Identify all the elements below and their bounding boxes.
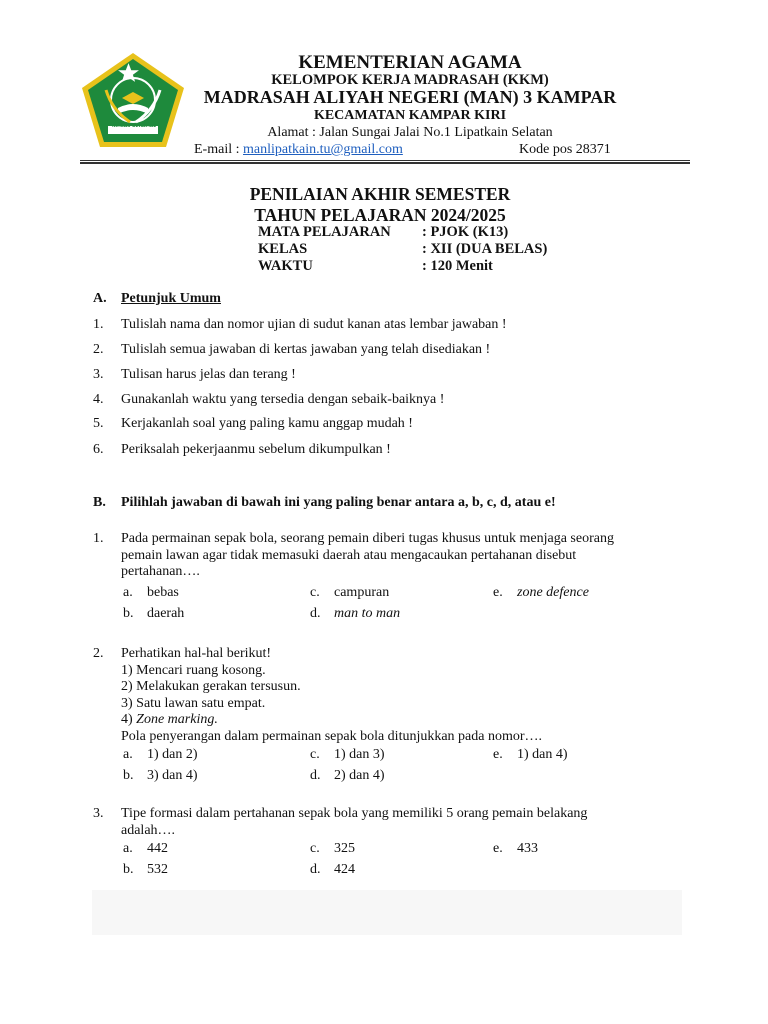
question-line: Pada permainan sepak bola, seorang pemain diberi tugas khusus untuk menjaga seorang [121, 531, 614, 546]
instruction-number: 6. [93, 442, 104, 457]
option-letter: b. [123, 862, 134, 877]
question-line: 2) Melakukan gerakan tersusun. [121, 679, 301, 694]
option-letter: d. [310, 768, 321, 783]
option-text: man to man [334, 606, 401, 621]
info-value: : PJOK (K13) [422, 224, 509, 240]
option-text: 1) dan 3) [334, 747, 385, 762]
option-b[interactable] [123, 768, 198, 784]
option-letter: a. [123, 747, 133, 762]
option-letter: c. [310, 585, 320, 600]
question-number: 2. [93, 646, 104, 661]
question-line: pertahanan…. [121, 564, 200, 579]
option-e[interactable] [493, 747, 568, 763]
section-b-letter: B. [93, 495, 106, 510]
question-number: 1. [93, 531, 104, 546]
option-text: 3) dan 4) [147, 768, 198, 783]
option-b[interactable] [123, 606, 184, 622]
question-line-italic: Zone marking. [136, 712, 218, 727]
page-shade [92, 890, 682, 935]
instruction-number: 3. [93, 367, 104, 382]
question-line: Perhatikan hal-hal berikut! [121, 646, 272, 661]
option-letter: e. [493, 585, 503, 600]
section-b-title: Pilihlah jawaban di bawah ini yang paling benar antara a, b, c, d, atau e! [121, 495, 556, 510]
question-3-text [121, 806, 681, 839]
question-line: pemain lawan agar tidak memasuki daerah atau mengacaukan pertahanan disebut [121, 547, 577, 563]
option-c[interactable] [310, 841, 355, 857]
info-value: : XII (DUA BELAS) [422, 241, 548, 257]
instruction-number: 5. [93, 416, 104, 431]
instruction-number: 2. [93, 342, 104, 357]
question-line: 3) Satu lawan satu empat. [121, 695, 266, 711]
question-1-text [121, 531, 681, 581]
option-text: 424 [334, 862, 355, 877]
info-label: MATA PELAJARAN [258, 224, 391, 240]
option-d[interactable] [310, 768, 385, 784]
option-letter: c. [310, 841, 320, 856]
info-time [258, 258, 493, 275]
exam-title: PENILAIAN AKHIR SEMESTER [249, 184, 511, 204]
question-line-number: 4) [121, 712, 137, 727]
info-value: : 120 Menit [422, 258, 493, 274]
option-b[interactable] [123, 862, 168, 878]
ministry-emblem-icon [78, 50, 188, 150]
option-letter: b. [123, 606, 134, 621]
instruction-text: Gunakanlah waktu yang tersedia dengan sebaik-baiknya ! [121, 392, 445, 407]
section-a-letter: A. [93, 291, 107, 306]
option-text: daerah [147, 606, 185, 621]
instruction-text: Kerjakanlah soal yang paling kamu anggap mudah ! [121, 416, 413, 431]
option-text: 325 [334, 841, 355, 856]
option-d[interactable] [310, 862, 355, 878]
question-2-text [121, 646, 681, 745]
logo-motto: IKHLAS BERAMAL [112, 124, 156, 129]
instruction-text: Tulislah nama dan nomor ujian di sudut kanan atas lembar jawaban ! [121, 317, 507, 332]
option-letter: d. [310, 862, 321, 877]
instruction-number: 1. [93, 317, 104, 332]
school-name: MADRASAH ALIYAH NEGERI (MAN) 3 KAMPAR [203, 87, 617, 107]
info-subject [258, 224, 509, 241]
instruction-text: Tulisan harus jelas dan terang ! [121, 367, 296, 382]
option-text: campuran [334, 585, 390, 600]
section-a-title: Petunjuk Umum [121, 291, 221, 306]
exam-year: TAHUN PELAJARAN 2024/2025 [254, 205, 506, 225]
question-line: 1) Mencari ruang kosong. [121, 662, 266, 678]
instruction-text: Periksalah pekerjaanmu sebelum dikumpulkan ! [121, 442, 391, 457]
option-letter: e. [493, 747, 503, 762]
question-line [121, 712, 681, 729]
header-rule-thick [80, 162, 690, 164]
option-c[interactable] [310, 747, 385, 763]
header-rule [80, 160, 690, 161]
ministry-name: KEMENTERIAN AGAMA [298, 52, 522, 73]
email-label: E-mail : [194, 142, 240, 157]
option-text: 2) dan 4) [334, 768, 385, 783]
question-line: Tipe formasi dalam pertahanan sepak bola yang memiliki 5 orang pemain belakang [121, 806, 588, 821]
option-text: 433 [517, 841, 538, 856]
option-text: 532 [147, 862, 168, 877]
option-text: zone defence [517, 585, 589, 600]
email-link[interactable]: manlipatkain.tu@gmail.com [243, 142, 403, 157]
info-label: WAKTU [258, 258, 313, 274]
postal-code: Kode pos 28371 [519, 142, 611, 157]
option-a[interactable] [123, 841, 168, 857]
option-letter: d. [310, 606, 321, 621]
district-name: KECAMATAN KAMPAR KIRI [313, 108, 507, 123]
instruction-number: 4. [93, 392, 104, 407]
option-e[interactable] [493, 841, 538, 857]
school-address: Alamat : Jalan Sungai Jalai No.1 Lipatkain Selatan [267, 125, 553, 140]
instruction-text: Tulislah semua jawaban di kertas jawaban yang telah disediakan ! [121, 342, 491, 357]
info-class [258, 241, 548, 258]
option-a[interactable] [123, 585, 179, 601]
option-text: bebas [147, 585, 179, 600]
option-letter: b. [123, 768, 134, 783]
option-letter: a. [123, 841, 133, 856]
group-name: KELOMPOK KERJA MADRASAH (KKM) [271, 72, 549, 88]
option-c[interactable] [310, 585, 389, 601]
ministry-logo [78, 50, 188, 150]
option-a[interactable] [123, 747, 198, 763]
option-text: 442 [147, 841, 168, 856]
option-d[interactable] [310, 606, 400, 622]
option-letter: a. [123, 585, 133, 600]
question-line: Pola penyerangan dalam permainan sepak bola ditunjukkan pada nomor…. [121, 728, 543, 744]
option-text: 1) dan 4) [517, 747, 568, 762]
option-e[interactable] [493, 585, 589, 601]
info-label: KELAS [258, 241, 308, 257]
contact-row [194, 142, 630, 158]
question-number: 3. [93, 806, 104, 821]
option-letter: c. [310, 747, 320, 762]
question-line: adalah…. [121, 822, 176, 838]
option-letter: e. [493, 841, 503, 856]
option-text: 1) dan 2) [147, 747, 198, 762]
